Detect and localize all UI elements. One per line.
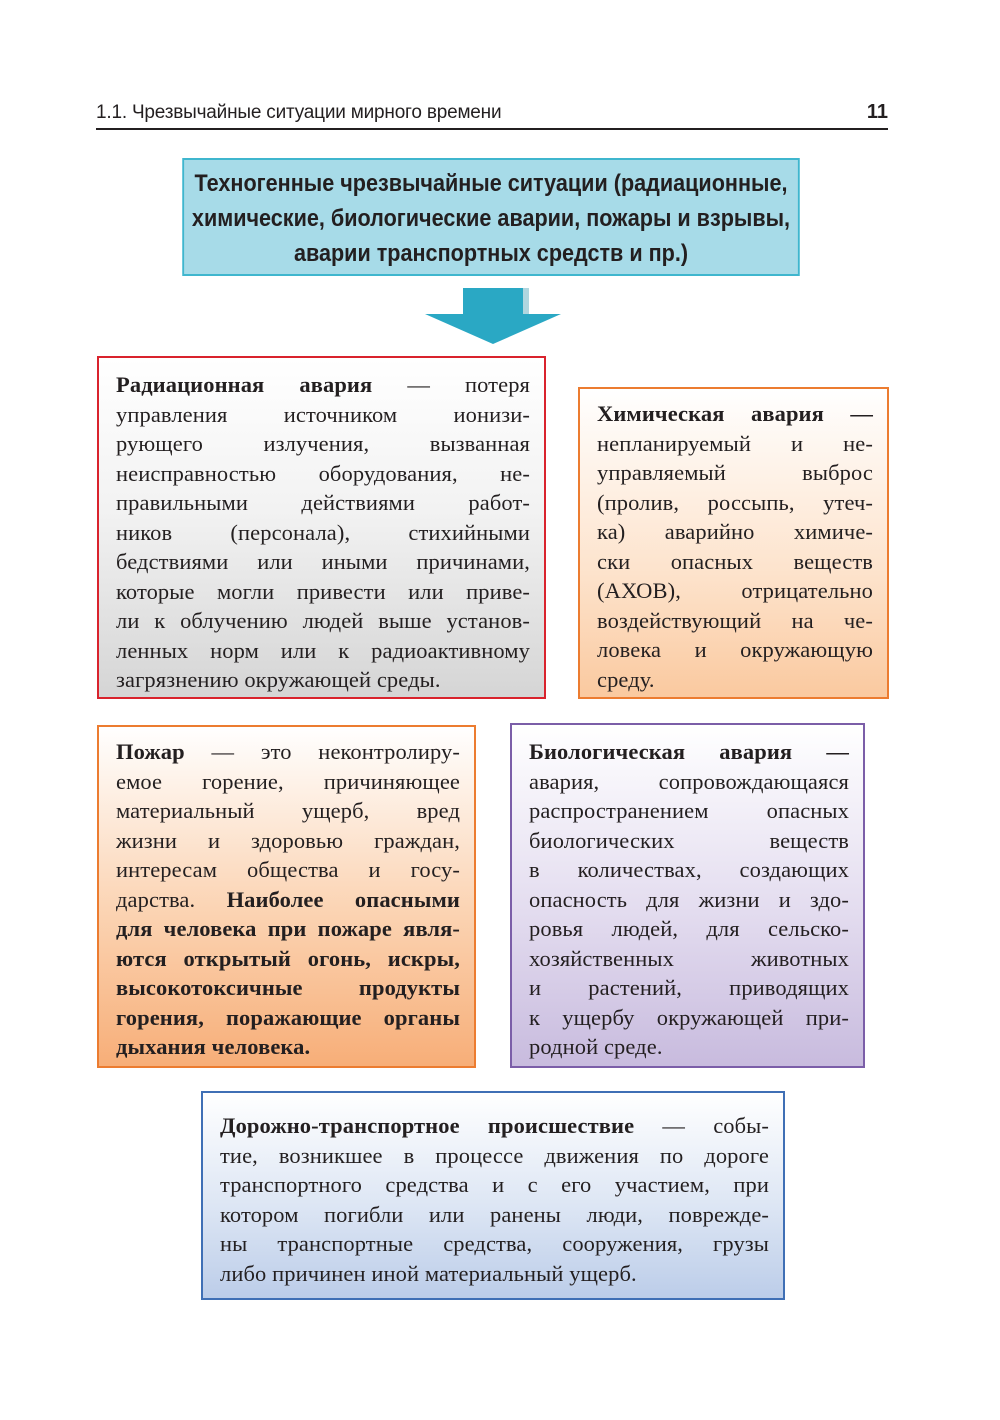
traffic-accident-card [201,1091,785,1300]
card-line: Пожар — это неконтролиру- [116,739,460,764]
card-line: управляемый выброс [597,460,873,485]
card-line: Дорожно-транспортное происшествие — собы- [220,1113,769,1138]
term-fire: Пожар [116,739,185,764]
card-line: ловека и окружающую [597,637,873,662]
title-line: аварии транспортных средств и пр.) [293,240,689,267]
card-line [597,399,873,429]
section-title: 1.1. Чрезвычайные ситуации мирного времени [96,102,502,123]
card-line: к ущербу окружающей при- [529,1004,849,1030]
card-line: управления источником ионизи- [116,401,530,427]
card-line: (АХОВ), отрицательно [597,578,873,603]
card-line: Радиационная авария — потеря [116,372,531,397]
card-line: материальный ущерб, вред [116,798,460,823]
card-line: воздействующий на че- [597,607,873,633]
card-line: непланируемый и не- [597,430,873,456]
card-line: транспортного средства и с его участием, при [220,1172,769,1197]
card-line [529,737,849,767]
card-line: ленных норм или к радиоактивному [116,637,530,663]
title-box [182,158,799,276]
card-line: ли к облучению людей выше установ- [116,608,530,633]
card-line: котором погибли или ранены люди, поврежде- [220,1201,769,1227]
card-line: высокотоксичные продукты [116,975,460,1000]
card-line: дыхания человека. [116,1034,311,1059]
card-line: биологических веществ [529,827,849,853]
card-line: ски опасных веществ [597,548,873,574]
card-line: распространением опасных [529,798,849,823]
page-number: 11 [866,101,888,123]
term-biological: Биологическая авария — [529,739,849,764]
term-radiation: Радиационная авария [116,372,373,397]
down-arrow-icon [425,288,561,344]
card-line: которые могли привести или приве- [116,578,530,604]
card-line: интересам общества и госу- [116,857,460,882]
fire-card [97,725,476,1068]
fire-danger-emphasis: Наиболее опасными [226,886,460,912]
card-line: рующего излучения, вызванная [116,431,530,456]
card-line: ются открытый огонь, искры, [116,945,460,971]
card-line: (пролив, россыпь, утеч- [597,489,873,515]
card-line: авария, сопровождающаяся [529,768,849,794]
card-line: среду. [597,666,655,692]
card-line: бедствиями или иными причинами, [116,549,530,574]
card-line: ровья людей, для сельско- [529,916,849,941]
card-line: для человека при пожаре явля- [116,916,460,941]
card-line: либо причинен иной материальный ущерб. [220,1260,637,1286]
card-line: ны транспортные средства, сооружения, грузы [220,1231,769,1256]
card-line: дарства. Наиболее опасными [116,886,460,912]
title-line: Техногенные чрезвычайные ситуации (радиационные, [194,170,788,197]
card-line: неисправностью оборудования, не- [116,460,530,486]
chemical-accident-card [578,387,889,699]
card-line: родной среде. [529,1034,663,1059]
card-line: ка) аварийно химиче- [597,519,873,544]
card-line: емое горение, причиняющее [116,768,460,794]
title-line: химические, биологические аварии, пожары и взрывы, [191,205,791,232]
card-line: опасность для жизни и здо- [529,886,849,912]
card-line: тие, возникшее в процессе движения по дороге [220,1142,769,1168]
running-head [96,98,888,130]
card-line: жизни и здоровью граждан, [116,827,460,853]
term-chemical: Химическая авария — [597,401,873,426]
card-line: хозяйственных животных [529,945,849,971]
biological-accident-card [510,723,865,1068]
term-traffic: Дорожно-транспортное происшествие [220,1113,635,1138]
card-line: горения, поражающие органы [116,1004,460,1030]
card-line: загрязнению окружающей среды. [116,667,441,692]
radiation-accident-card [97,356,546,699]
card-line: ников (персонала), стихийными [116,519,530,545]
card-line: в количествах, создающих [529,857,849,882]
card-line: и растений, приводящих [529,975,849,1000]
card-line: правильными действиями работ- [116,490,530,515]
